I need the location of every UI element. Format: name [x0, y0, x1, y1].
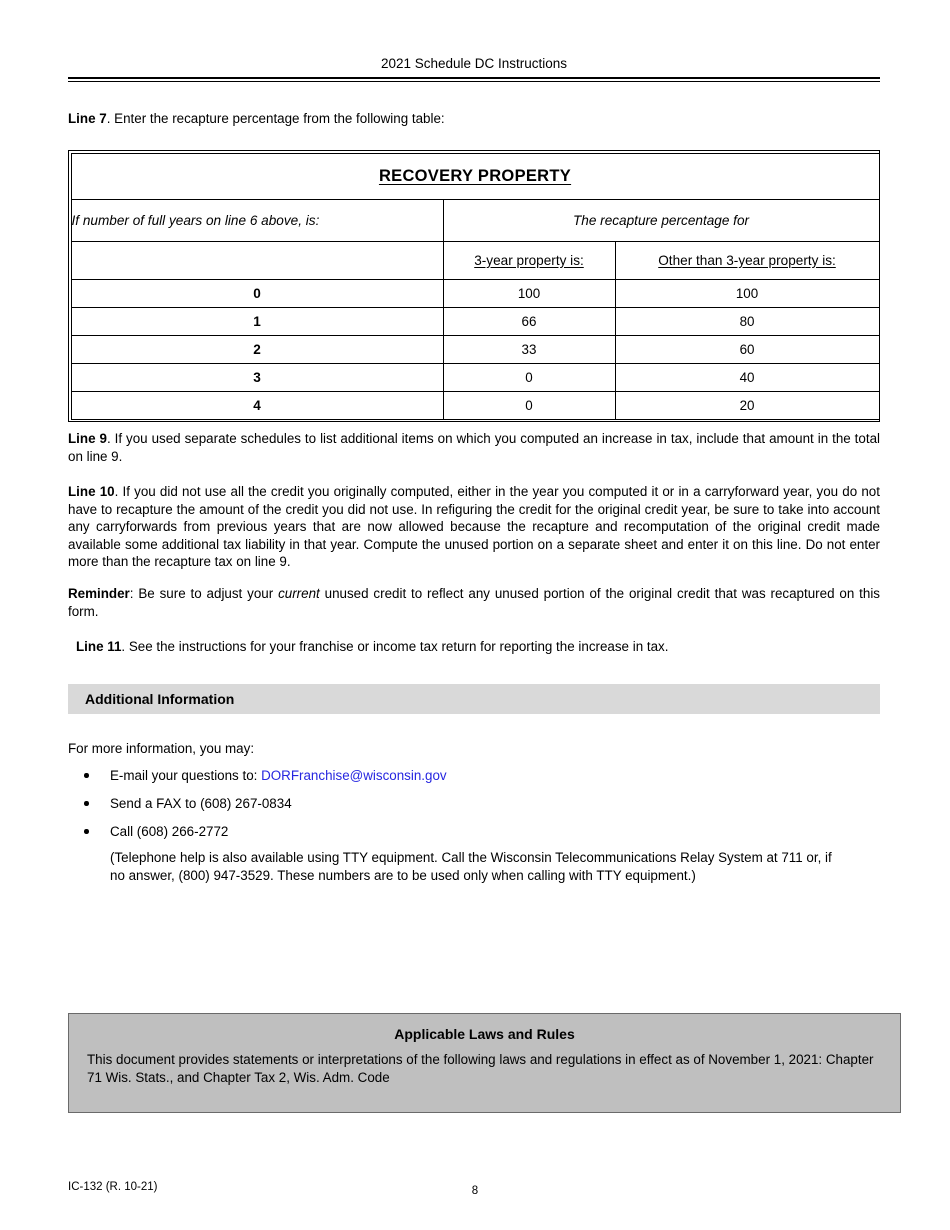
reminder-label: Reminder — [68, 586, 130, 601]
table-empty-header-cell — [71, 241, 443, 279]
reminder-paragraph — [68, 585, 880, 620]
cell-three-year: 0 — [443, 363, 615, 391]
line9-paragraph — [68, 430, 880, 465]
line11-paragraph — [76, 638, 880, 656]
table-col3-header-text: Other than 3-year property is: — [658, 252, 836, 268]
list-item — [84, 795, 874, 813]
cell-other: 80 — [615, 307, 879, 335]
line9-label: Line 9 — [68, 431, 107, 446]
header-divider-rule — [68, 77, 880, 79]
reminder-text-before: : Be sure to adjust your — [129, 586, 279, 601]
table-title-row — [71, 153, 879, 199]
additional-info-intro: For more information, you may: — [68, 741, 255, 756]
cell-years: 2 — [71, 335, 443, 363]
laws-box-title: Applicable Laws and Rules — [394, 1026, 575, 1042]
bullet-content: Call (608) 266-2772 — [110, 824, 229, 839]
cell-three-year: 0 — [443, 391, 615, 419]
table-row — [71, 279, 879, 307]
cell-three-year: 33 — [443, 335, 615, 363]
bullet-icon — [84, 829, 89, 834]
table-row — [71, 391, 879, 419]
section-title: Additional Information — [85, 691, 235, 707]
table-row — [71, 335, 879, 363]
cell-other: 60 — [615, 335, 879, 363]
table-title: RECOVERY PROPERTY — [378, 166, 572, 185]
bullet-content — [84, 767, 874, 785]
running-header-title: 2021 Schedule DC Instructions — [380, 56, 568, 71]
line11-label: Line 11 — [76, 639, 122, 654]
email-link[interactable]: DORFranchise@wisconsin.gov — [261, 768, 447, 783]
table-spanning-header: The recapture percentage for — [443, 199, 879, 241]
bullet-icon — [84, 773, 89, 778]
cell-years: 3 — [71, 363, 443, 391]
cell-years: 0 — [71, 279, 443, 307]
applicable-laws-box — [68, 1013, 901, 1113]
cell-three-year: 66 — [443, 307, 615, 335]
footer-form-number: IC-132 (R. 10-21) — [68, 1181, 158, 1193]
bullet-icon — [84, 801, 89, 806]
table-row — [71, 363, 879, 391]
cell-three-year: 100 — [443, 279, 615, 307]
table-column-header-row — [71, 241, 879, 279]
line7-paragraph — [68, 110, 880, 128]
recovery-property-table-container — [68, 150, 880, 422]
table-col2-header — [443, 241, 615, 279]
recovery-property-table — [71, 153, 880, 420]
table-row — [71, 307, 879, 335]
laws-box-text: This document provides statements or interpretations of the following laws and regulations in effect as of November 1, 2021: Chapter 71 Wis. Stats., and Chapter Tax 2, Wis. Adm. Code — [87, 1052, 874, 1085]
cell-other: 40 — [615, 363, 879, 391]
table-title-cell — [71, 153, 879, 199]
bullet-content: Send a FAX to (608) 267-0834 — [110, 796, 292, 811]
line9-text: . If you used separate schedules to list additional items on which you computed an increase in tax, include that amount in the total on line 9. — [68, 431, 880, 464]
line7-label: Line 7 — [68, 111, 107, 126]
tty-note: (Telephone help is also available using TTY equipment. Call the Wisconsin Telecommunications Relay System at 711 or, if no answer, (800) 947-3529. These numbers are to be used only when calling with TTY equipment.) — [110, 850, 832, 883]
table-col2-header-text: 3-year property is: — [474, 252, 584, 268]
line7-text: . Enter the recapture percentage from the following table: — [106, 111, 445, 126]
line10-label: Line 10 — [68, 484, 115, 499]
additional-information-section-bar — [68, 684, 880, 714]
reminder-text-after: unused credit to reflect any unused portion of the original credit that was recaptured on this form. — [68, 586, 880, 619]
line10-paragraph — [68, 483, 880, 571]
line11-text: . See the instructions for your franchise or income tax return for reporting the increase in tax. — [121, 639, 669, 654]
list-item — [84, 767, 874, 785]
line10-text: . If you did not use all the credit you originally computed, either in the year you computed it or in a carryforward year, you do not have to recapture the amount of the credit you did not use. In refiguring the credit for the original credit year, be sure to take into account any carryforwards from previous years that are now allowed because the recapture and recomputation of the original credit made available some additional tax liability in that year. Compute the unused portion on a separate sheet and enter it on this line. Do not enter more than the recapture tax on line 9. — [68, 484, 880, 570]
cell-other: 100 — [615, 279, 879, 307]
list-item — [84, 823, 874, 841]
reminder-emphasis: current — [278, 586, 320, 601]
running-header — [68, 56, 880, 79]
bullet-label: E-mail your questions to: — [110, 768, 262, 783]
footer-page-number: 8 — [471, 1185, 479, 1197]
cell-years: 1 — [71, 307, 443, 335]
table-subheader-row — [71, 199, 879, 241]
table-col3-header — [615, 241, 879, 279]
cell-other: 20 — [615, 391, 879, 419]
cell-years: 4 — [71, 391, 443, 419]
table-left-header: If number of full years on line 6 above, is: — [71, 199, 443, 241]
